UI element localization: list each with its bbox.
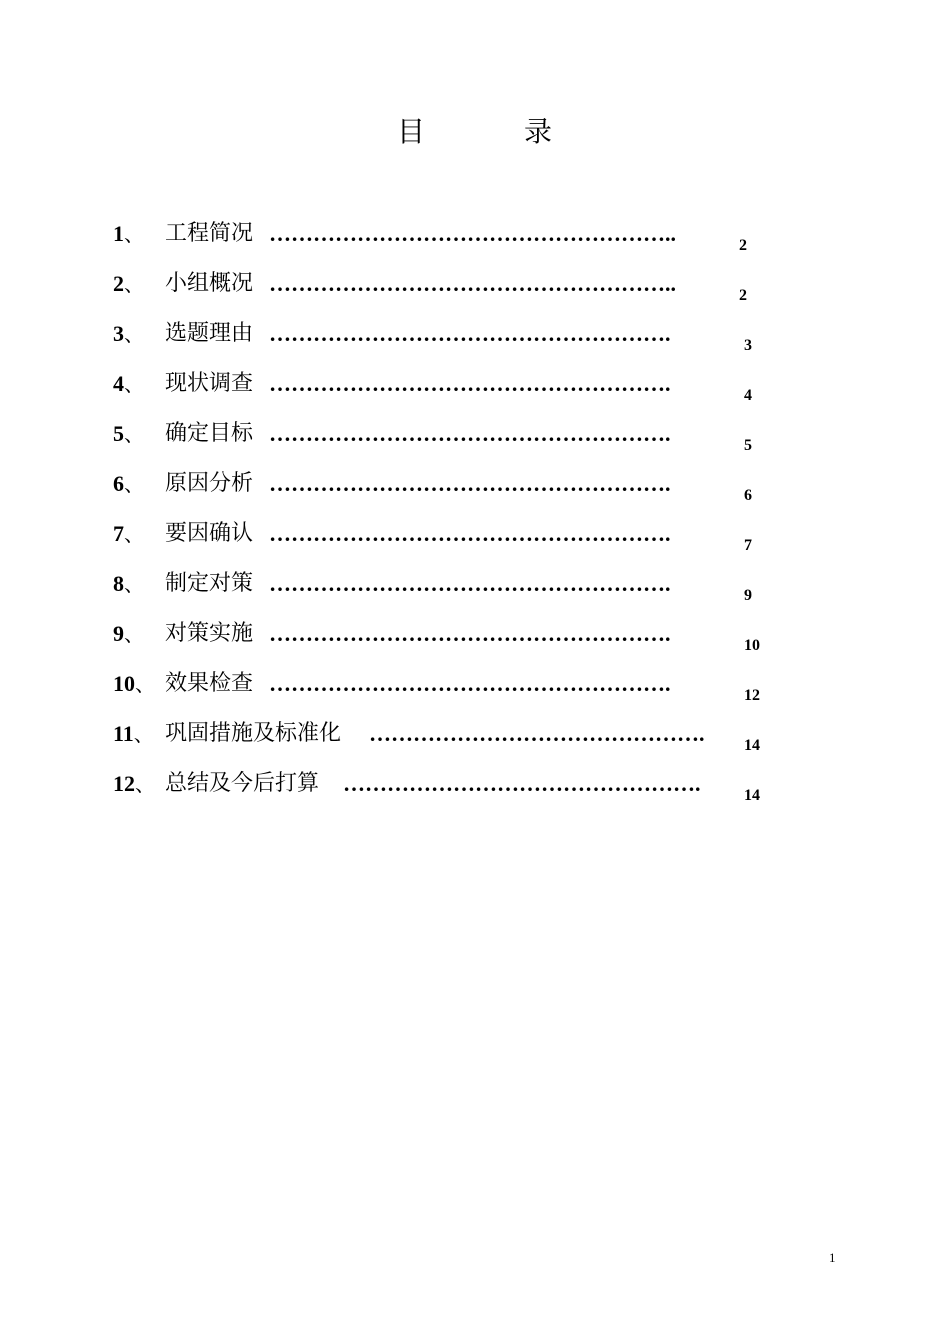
toc-entry-title: 工程简况 (165, 221, 254, 246)
toc-leader-dots: ……………………………………………….. (269, 271, 676, 296)
toc-leader-dots: …………………………………………. (343, 771, 701, 796)
toc-leader-dots: ………………………………………………. (269, 371, 671, 396)
toc-entry-title: 总结及今后打算 (165, 771, 320, 796)
toc-entry-title: 制定对策 (165, 571, 254, 596)
toc-leader-dots: ………………………………………………. (269, 571, 671, 596)
toc-entry[interactable] (113, 462, 773, 512)
toc-entry-page: 2 (739, 237, 747, 254)
page-number: 1 (829, 1250, 836, 1265)
toc-entry-title: 原因分析 (165, 471, 254, 496)
toc-entry-title: 选题理由 (165, 321, 254, 346)
toc-leader-dots: ………………………………………………. (269, 521, 671, 546)
toc-entry-title: 小组概况 (165, 271, 254, 296)
toc-entry-number: 6、 (113, 471, 144, 496)
toc-entry-title: 确定目标 (165, 421, 254, 446)
title-char-1: 目 (397, 115, 426, 148)
toc-leader-dots: ………………………………………………. (269, 321, 671, 346)
page-title (0, 112, 950, 152)
toc-entry[interactable] (113, 262, 773, 312)
toc-entry-number: 11、 (113, 721, 154, 746)
toc-entry-title: 对策实施 (165, 621, 254, 646)
toc-entry-page: 4 (744, 387, 752, 404)
toc-entry-number: 3、 (113, 321, 144, 346)
toc-entry-page: 3 (744, 337, 752, 354)
toc-entry-page: 10 (744, 637, 760, 654)
toc-leader-dots: ………………………………………. (369, 721, 705, 746)
toc-entry[interactable] (113, 412, 773, 462)
toc-entry-page: 14 (744, 737, 760, 754)
toc-entry-number: 10、 (113, 671, 155, 696)
toc-entry-page: 5 (744, 437, 752, 454)
toc-entry-number: 2、 (113, 271, 144, 296)
toc-entry-number: 8、 (113, 571, 144, 596)
toc-entry-number: 9、 (113, 621, 144, 646)
toc-leader-dots: ……………………………………………….. (269, 221, 676, 246)
toc-entry[interactable] (113, 512, 773, 562)
toc-entry-number: 5、 (113, 421, 144, 446)
title-char-2: 录 (524, 115, 553, 148)
toc-entry[interactable] (113, 212, 773, 262)
toc-entry-title: 巩固措施及标准化 (165, 721, 342, 746)
toc-entry-number: 1、 (113, 221, 144, 246)
table-of-contents (113, 212, 773, 812)
toc-entry[interactable] (113, 712, 773, 762)
toc-entry[interactable] (113, 762, 773, 812)
toc-leader-dots: ………………………………………………. (269, 671, 671, 696)
toc-leader-dots: ………………………………………………. (269, 621, 671, 646)
toc-entry-page: 12 (744, 687, 760, 704)
toc-entry[interactable] (113, 312, 773, 362)
toc-entry-page: 6 (744, 487, 752, 504)
toc-entry[interactable] (113, 662, 773, 712)
toc-entry-title: 要因确认 (165, 521, 254, 546)
toc-entry[interactable] (113, 612, 773, 662)
toc-entry-number: 7、 (113, 521, 144, 546)
toc-entry[interactable] (113, 362, 773, 412)
toc-entry-page: 14 (744, 787, 760, 804)
toc-entry-title: 效果检查 (165, 671, 254, 696)
toc-entry-page: 9 (744, 587, 752, 604)
toc-entry-number: 4、 (113, 371, 144, 396)
toc-leader-dots: ………………………………………………. (269, 471, 671, 496)
toc-leader-dots: ………………………………………………. (269, 421, 671, 446)
toc-entry-page: 7 (744, 537, 752, 554)
toc-entry-number: 12、 (113, 771, 155, 796)
toc-entry[interactable] (113, 562, 773, 612)
toc-entry-title: 现状调查 (165, 371, 254, 396)
toc-entry-page: 2 (739, 287, 747, 304)
